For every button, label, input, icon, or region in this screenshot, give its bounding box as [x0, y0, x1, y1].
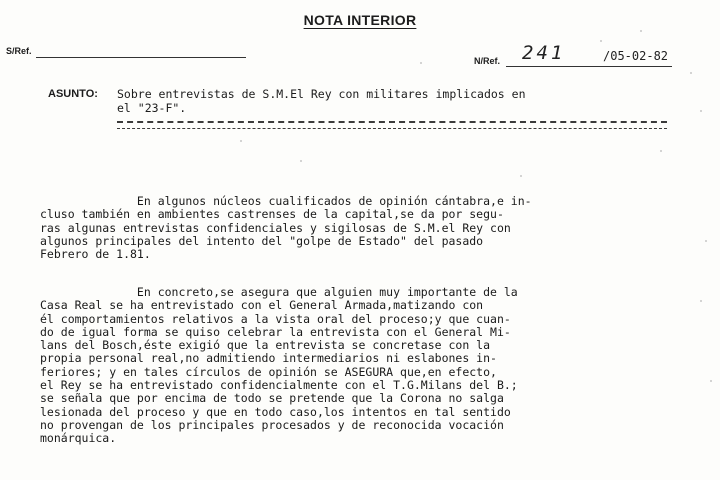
scan-speck	[710, 380, 712, 382]
memo-title	[0, 12, 720, 28]
subject-text: Sobre entrevistas de S.M.El Rey con militares implicados en el "23-F".	[117, 87, 526, 115]
scan-speck	[640, 30, 642, 32]
scan-speck	[660, 150, 662, 152]
nref-label: N/Ref.	[474, 56, 501, 66]
scan-speck	[600, 40, 602, 42]
body-paragraph-2: En concreto,se asegura que alguien muy importante de la Casa Real se ha entrevistado con el General Armada,matizando con él comportamientos relativos a la vista oral del proceso;y que cuan- do de igual forma se quiso celebrar la entrevista con el General Mi- lans del Bosch,éste exigió que la entrevista se concretase con la propia personal real,no admitiendo intermediarios ni eslabones in- feriores; y en tales círculos de opinión se ASEGURA que,en efecto, el Rey se ha entrevistado confidencialmente con el T.G.Milans del B.; se señala que por encima de todo se pretende que la Corona no salga lesionada del proceso y que en todo caso,los intentos en tal sentido no provengan de los principales procesados y de reconocida vocación monárquica.	[40, 285, 518, 446]
memo-title-text: NOTA INTERIOR	[303, 12, 417, 28]
subject-label: ASUNTO:	[48, 88, 98, 100]
scan-speck	[420, 62, 422, 64]
scan-speck	[705, 240, 707, 242]
sref-line	[36, 57, 246, 58]
scan-speck	[300, 160, 302, 162]
scan-speck	[700, 300, 702, 302]
nref-number: 241	[522, 42, 566, 64]
scan-speck	[240, 140, 242, 142]
sref-label: S/Ref.	[6, 46, 32, 56]
body-paragraph-1: En algunos núcleos cualificados de opinión cántabra,e in- cluso también en ambientes castrenses de la capital,se da por segu- ras algunas entrevistas confidenciales y sigilosas de S.M.el Rey con algunos principales del intento del "golpe de Estado" del pasado Febrero de 1.81.	[40, 194, 532, 262]
nref-date: /05-02-82	[603, 49, 669, 63]
scan-speck	[520, 175, 522, 177]
scan-speck	[690, 72, 692, 74]
nref-line	[506, 66, 672, 67]
scan-speck	[700, 110, 702, 112]
subject-underline-rule	[117, 121, 667, 129]
